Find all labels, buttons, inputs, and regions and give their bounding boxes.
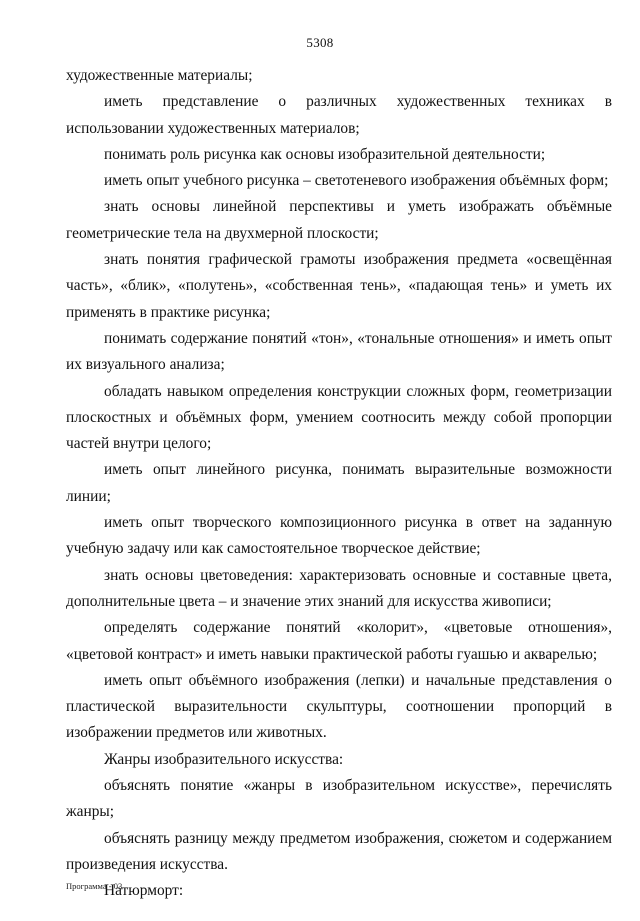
paragraph: иметь представление о различных художественных техниках в использовании художественных материалов; — [66, 93, 612, 137]
paragraph: иметь опыт творческого композиционного рисунка в ответ на заданную учебную задачу или как самостоятельное творческое действие; — [66, 514, 612, 558]
paragraph: художественные материалы; — [66, 67, 253, 84]
page-footer: Программа - 03 — [66, 881, 123, 891]
paragraph: обладать навыком определения конструкции сложных форм, геометризации плоскостных и объёмных форм, умением соотносить между собой пропорции частей внутри целого; — [66, 382, 612, 453]
paragraph: понимать роль рисунка как основы изобразительной деятельности; — [104, 145, 546, 163]
paragraph: иметь опыт линейного рисунка, понимать выразительные возможности линии; — [66, 461, 612, 505]
paragraph: иметь опыт объёмного изображения (лепки) и начальные представления о пластической выразительности скульптуры, соотношении пропорций в изображении предметов или животных. — [66, 671, 612, 742]
paragraph: знать основы цветоведения: характеризовать основные и составные цвета, дополнительные цвета – и значение этих знаний для искусства живописи; — [66, 566, 612, 610]
paragraph: понимать содержание понятий «тон», «тональные отношения» и иметь опыт их визуального анализа; — [66, 329, 612, 374]
document-body — [66, 63, 612, 905]
paragraph: знать понятия графической грамоты изображения предмета «освещённая часть», «блик», «полутень», «собственная тень», «падающая тень» и уметь их применять в практике рисунка; — [66, 251, 612, 321]
paragraph: определять содержание понятий «колорит», «цветовые отношения», «цветовой контраст» и иметь навыки практической работы гуашью и акварелью; — [66, 619, 612, 663]
paragraph: объяснять понятие «жанры в изобразительном искусстве», перечислять жанры; — [66, 777, 612, 821]
page-number: 5308 — [306, 35, 334, 50]
section-heading: Натюрморт: — [104, 882, 184, 900]
section-heading: Жанры изобразительного искусства: — [104, 750, 344, 768]
paragraph: знать основы линейной перспективы и уметь изображать объёмные геометрические тела на двухмерной плоскости; — [66, 198, 612, 242]
paragraph: объяснять разницу между предметом изображения, сюжетом и содержанием произведения искусства. — [66, 829, 612, 873]
paragraph: иметь опыт учебного рисунка – светотеневого изображения объёмных форм; — [104, 172, 609, 190]
